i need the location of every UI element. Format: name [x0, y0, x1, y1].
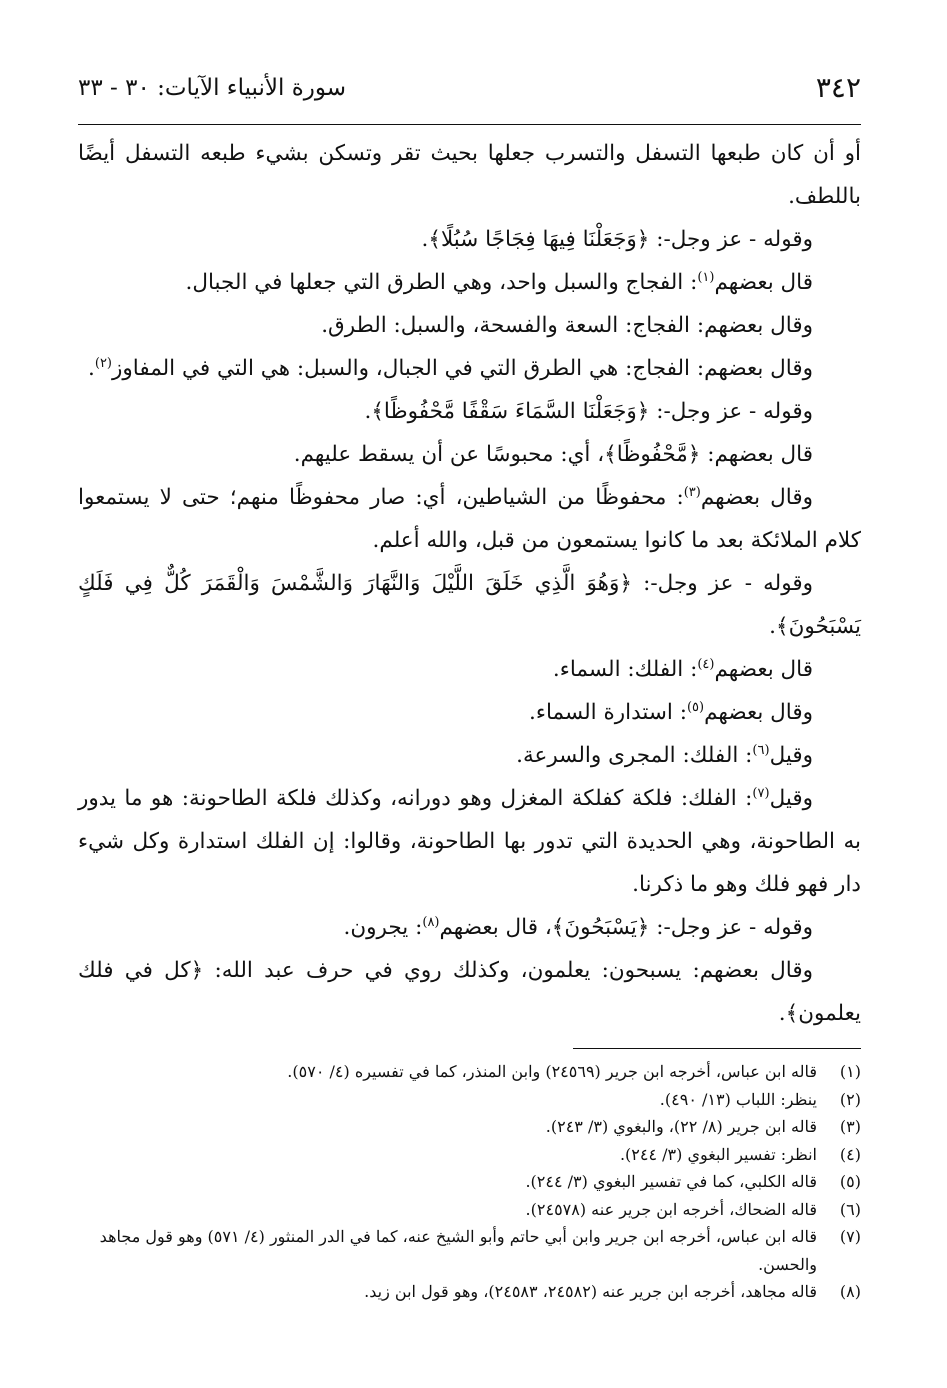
paragraph: قال بعضهم$^{(٤)}$: الفلك: السماء.	[552, 656, 813, 682]
footnotes	[78, 1058, 861, 1306]
paragraph: قال بعضهم$^{(١)}$: الفجاج والسبل واحد، وهي الطرق التي جعلها في الجبال.	[185, 269, 813, 295]
running-title: سورة الأنبياء الآيات: ٣٠ - ٣٣	[78, 75, 347, 101]
footnote-reference: (٨)	[422, 914, 440, 930]
footnote: (٤) انظر: تفسير البغوي (٣/ ٢٤٤).	[619, 1144, 861, 1164]
page-number: ٣٤٢	[815, 71, 861, 104]
footnote: (٥) قاله الكلبي، كما في تفسير البغوي (٣/ ٢٤٤).	[525, 1172, 861, 1191]
paragraph: وقال بعضهم$^{(٥)}$: استدارة السماء.	[529, 699, 813, 725]
paragraph: وقوله - عز وجل-: ﴿وَجَعَلْنَا السَّمَاءَ سَقْفًا مَّحْفُوظًا﴾.	[364, 399, 813, 424]
paragraph: وقوله - عز وجل-: ﴿وَجَعَلْنَا فِيهَا فِجَاجًا سُبُلًا﴾.	[421, 227, 813, 252]
footnote-divider	[573, 1048, 861, 1049]
paragraph: وقال بعضهم: الفجاج: السعة والفسحة، والسبل: الطرق.	[321, 313, 813, 338]
paragraph: وقوله - عز وجل-: ﴿يَسْبَحُونَ﴾، قال بعضهم$^{(٨)}$: يجرون.	[343, 914, 813, 940]
footnote: (٣) قاله ابن جرير (٨/ ٢٢)، والبغوي (٣/ ٢٤٣).	[545, 1117, 861, 1136]
footnote: (٦) قاله الضحاك، أخرجه ابن جرير عنه (٢٤٥٧٨).	[525, 1199, 861, 1219]
paragraph: وقوله - عز وجل-: ﴿وَهُوَ الَّذِي خَلَقَ اللَّيْلَ وَالنَّهَارَ وَالشَّمْسَ وَالْقَمَرَ كُلٌّ فِي فَلَكٍ يَسْبَحُونَ﴾.	[78, 571, 861, 639]
footnote-reference: (٣)	[683, 484, 701, 500]
footnote: (٢) ينظر: اللباب (١٣/ ٤٩٠).	[659, 1089, 861, 1109]
paragraph: قال بعضهم: ﴿مَّحْفُوظًا﴾، أي: محبوسًا عن أن يسقط عليهم.	[293, 442, 813, 467]
paragraph: وقيل$^{(٧)}$: الفلك: فلكة كفلكة المغزل وهو دورانه، وكذلك فلكة الطاحونة: هو ما يدور به الطاحونة، وهي الحديدة التي تدور بها الطاحونة، وقالوا: إن الفلك استدارة وكل شيء دار فهو فلك وهو ما ذكرنا.	[78, 785, 861, 897]
footnote: (٨) قاله مجاهد، أخرجه ابن جرير عنه (٢٤٥٨٢، ٢٤٥٨٣)، وهو قول ابن زيد.	[364, 1282, 861, 1301]
paragraph: أو أن كان طبعها التسفل والتسرب جعلها بحيث تقر وتسكن بشيء طبعه التسفل أيضًا باللطف.	[78, 141, 861, 209]
footnote-reference: (٤)	[697, 656, 715, 672]
footnote: (٧) قاله ابن عباس، أخرجه ابن جرير وابن أبي حاتم وأبو الشيخ عنه، كما في الدر المنثور (٤/ ٥٧١) وهو قول مجاهد والحسن.	[99, 1227, 861, 1274]
page-header	[78, 60, 861, 125]
footnote-reference: (٧)	[752, 785, 770, 801]
footnote: (١) قاله ابن عباس، أخرجه ابن جرير (٢٤٥٦٩) وابن المنذر، كما في تفسيره (٤/ ٥٧٠).	[287, 1062, 861, 1081]
paragraph: وقال بعضهم: يسبحون: يعلمون، وكذلك روي في حرف عبد الله: ﴿كل في فلك يعلمون﴾.	[78, 958, 861, 1026]
footnote-reference: (٦)	[752, 742, 770, 758]
paragraph: وقال بعضهم: الفجاج: هي الطرق التي في الجبال، والسبل: هي التي في المفاوز$^{(٢)}$.	[88, 355, 813, 381]
footnote-reference: (٥)	[686, 699, 705, 715]
main-text	[78, 132, 861, 1035]
footnote-reference: (١)	[697, 269, 715, 285]
paragraph: وقيل$^{(٦)}$: الفلك: المجرى والسرعة.	[516, 742, 813, 768]
footnote-reference: (٢)	[94, 355, 112, 371]
paragraph: وقال بعضهم$^{(٣)}$: محفوظًا من الشياطين، أي: صار محفوظًا منهم؛ حتى لا يستمعوا كلام الملائكة بعد ما كانوا يستمعون من قبل، والله أعلم.	[78, 484, 861, 553]
